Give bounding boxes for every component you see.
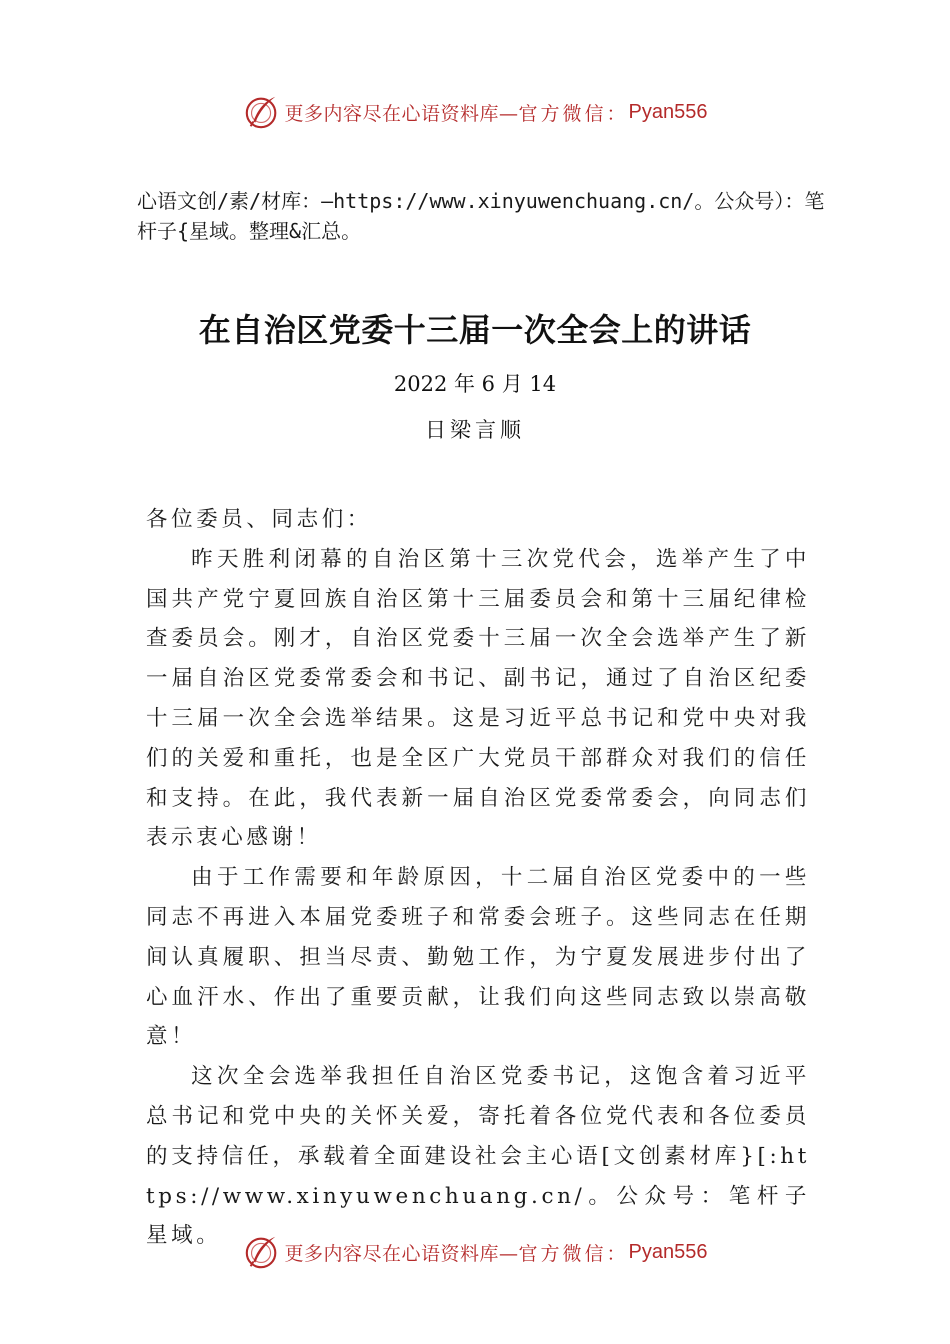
body-paragraph: 昨天胜利闭幕的自治区第十三次党代会，选举产生了中国共产党宁夏回族自治区第十三届委员会和第十三届纪律检查委员会。刚才，自治区党委十三届一次全会选举产生了新一届自治区党委常委会和书记、副书记，通过了自治区纪委十三届一次全会选举结果。这是习近平总书记和党中央对我们的关爱和重托，也是全区广大党员干部群众对我们的信任和支持。在此，我代表新一届自治区党委常委会，向同志们表示衷心感谢！ — [146, 546, 810, 851]
document-author: 日梁言顺 — [425, 418, 525, 442]
feather-pen-icon — [243, 93, 281, 131]
footer-banner-text: 更多内容尽在心语资料库— — [284, 1242, 519, 1265]
body-paragraph: 由于工作需要和年龄原因，十二届自治区党委中的一些同志不再进入本届党委班子和常委会班子。这些同志在任期间认真履职、担当尽责、勤勉工作，为宁夏发展进步付出了心血汗水、作出了重要贡献，让我们向这些同志致以崇高敬意！ — [146, 865, 810, 1050]
header-banner-text: 更多内容尽在心语资料库— — [284, 102, 519, 125]
feather-pen-icon — [243, 1233, 281, 1271]
footer-wechat-label: 官方微信： — [518, 1242, 629, 1265]
body-paragraph: 这次全会选举我担任自治区党委书记，这饱含着习近平总书记和党中央的关怀关爱，寄托着各位党代表和各位委员的支持信任，承载着全面建设社会主心语[文创素材库}[:https://www.xinyuwenchuang.cn/。公众号：笔杆子星域。 — [146, 1064, 810, 1249]
document-body — [146, 500, 810, 1256]
document-title: 在自治区党委十三届一次全会上的讲话 — [198, 311, 752, 349]
footer-wechat-id: Pyan556 — [628, 1240, 708, 1263]
document-date: 2022 年 6 月 14 — [393, 372, 557, 396]
header-banner — [0, 92, 950, 132]
footer-banner — [0, 1232, 950, 1272]
header-wechat-label: 官方微信： — [518, 102, 629, 125]
source-note: 心语文创/素/材库：—https://www.xinyuwenchuang.cn/。公众号）：笔杆子{星域。整理&汇总。 — [137, 189, 825, 243]
header-wechat-id: Pyan556 — [628, 100, 708, 123]
greeting: 各位委员、同志们： — [146, 507, 372, 532]
